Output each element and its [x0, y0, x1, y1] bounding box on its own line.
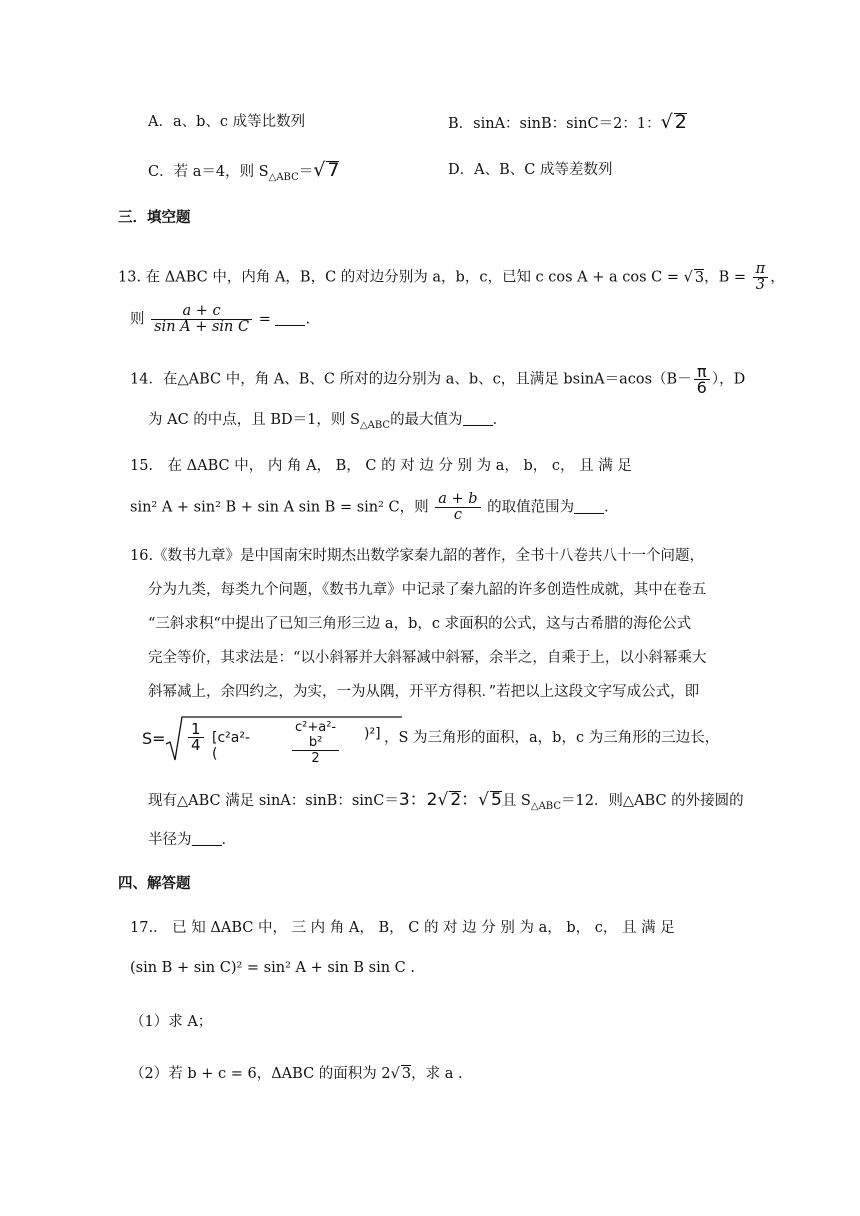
question-17-line-1: 17.． 已 知 ΔABC 中， 三 内 角 A， B， C 的 对 边 分 别 为 a， b， c， 且 满 足 [130, 920, 675, 936]
q15-fraction [435, 492, 480, 523]
sqrt-symbol: √ [313, 159, 326, 181]
question-14-line-1 [130, 364, 745, 395]
q13-then: 则 [130, 311, 150, 328]
q14-pi: π [694, 364, 710, 380]
q16-radicand-1: 2 [450, 790, 462, 810]
sqrt-symbol: √ [660, 111, 673, 133]
formula-quarter [188, 722, 204, 753]
question-16-line-2: 分为九类，每类九个问题，《数书九章》中记录了秦九韶的许多创造性成就，其中在卷五 [148, 582, 707, 598]
q13-fraction [151, 304, 252, 335]
q16-sub: △ABC [530, 801, 561, 812]
q13-fraction-pi-3 [753, 262, 769, 293]
question-17-part-2 [130, 1064, 463, 1084]
question-13-line-1 [118, 262, 785, 293]
q17-text: （2）若 b + c = 6，ΔABC 的面积为 2 [130, 1066, 391, 1082]
question-16-line-3: “三斜求积“中提出了已知三角形三边 a，b，c 求面积的公式，这与古希腊的海伦公式 [148, 616, 692, 632]
section-title-fill-blank: 三．填空题 [118, 209, 191, 226]
option-b [448, 112, 687, 134]
q14-text-c: 为 AC 的中点，且 BD＝1，则 S [148, 412, 360, 428]
q17-text-b: ，求 a . [411, 1066, 463, 1082]
q15-period: ． [604, 499, 619, 516]
q13-period: . [305, 311, 311, 328]
q13-equals: = [254, 311, 276, 328]
q14-sub: △ABC [359, 420, 391, 431]
question-15-line-1: 15． 在 ΔABC 中， 内 角 A， B， C 的 对 边 分 别 为 a， b， c， 且 满 足 [130, 458, 632, 474]
option-b-text: B．sinA：sinB：sinC＝2：1： [448, 116, 661, 132]
question-17-part-1: （1）求 A； [130, 1014, 213, 1030]
q16-text: 现有△ABC 满足 sinA：sinB：sinC＝ [148, 793, 399, 809]
q15-answer-blank[interactable] [574, 499, 604, 514]
q16-colon: ： [461, 790, 479, 810]
formula-s: S= [142, 729, 166, 748]
question-16-line-7 [148, 790, 744, 817]
q13-denominator: sin A + sin C [154, 319, 250, 335]
option-d: D．A、B、C 成等差数列 [448, 162, 613, 178]
option-c-sub: △ABC [268, 172, 299, 183]
formula-mid: [c²a²-( [212, 730, 251, 762]
q14-six: 6 [696, 378, 707, 397]
formula-four: 4 [191, 736, 201, 754]
q14-text-d: 的最大值为 [390, 412, 463, 428]
formula-inner-frac [292, 720, 339, 766]
option-b-radicand: 2 [674, 111, 687, 133]
question-16-line-4: 完全等价，其求法是：“以小斜幂并大斜幂减中斜幂，余半之，自乘于上，以小斜幂乘大 [148, 650, 707, 666]
sqrt-symbol: √ [390, 1066, 400, 1082]
q14-fraction-pi-6 [694, 364, 710, 395]
q15-text-b: 的取值范围为 [482, 499, 575, 516]
option-c-text: C．若 a＝4，则 S [148, 164, 269, 180]
q16-answer-blank[interactable] [192, 831, 222, 846]
question-16-line-5: 斜幂减上，余四约之，为实，一为从隅，开平方得积．”若把以上这段文字写成公式，即 [148, 684, 700, 700]
q16-text-d: 半径为 [148, 832, 192, 848]
formula-inner-num: c²+a²-b² [292, 720, 339, 751]
sqrt-symbol: √ [683, 269, 693, 286]
q14-answer-blank[interactable] [463, 411, 493, 426]
q13-pi: π [753, 262, 769, 278]
q13-text: 13. 在 ΔABC 中，内角 A，B，C 的对边分别为 a，b，c，已知 c cos A + a cos C = [118, 269, 684, 286]
question-15-line-2 [130, 492, 619, 523]
q13-answer-blank[interactable] [275, 311, 305, 326]
question-17-line-2: (sin B + sin C)² = sin² A + sin B sin C . [130, 960, 415, 976]
question-14-line-2 [148, 410, 507, 436]
q13-text-b: ，B = [704, 269, 751, 286]
q16-text-b: 且 S [501, 793, 531, 809]
sqrt-symbol: √ [478, 790, 489, 810]
sqrt-symbol: √ [437, 790, 449, 810]
q15-text: sin² A + sin² B + sin A sin B = sin² C，则 [130, 499, 434, 516]
formula-inner-den: 2 [311, 751, 320, 766]
q15-numerator: a + b [435, 492, 480, 508]
q13-three: 3 [755, 277, 766, 293]
option-c-radicand: 7 [327, 159, 340, 181]
q14-text-b: ），D [711, 371, 746, 388]
section-title-answer: 四、解答题 [118, 875, 191, 892]
formula-end: )²] [364, 726, 381, 742]
q15-denominator: c [453, 507, 462, 523]
formula-one: 1 [188, 722, 204, 738]
q16-ratio: 3：2 [398, 790, 438, 810]
question-16-line-1: 16.《数书九章》是中国南宋时期杰出数学家秦九韶的著作，全书十八卷共八十一个问题， [130, 548, 705, 564]
q16-text-c: ＝12．则△ABC 的外接圆的 [560, 793, 744, 809]
q14-text: 14．在△ABC 中，角 A、B、C 所对的边分别为 a、b、c，且满足 bsinA＝acos（B－ [130, 371, 692, 388]
q17-radicand: 3 [401, 1066, 412, 1082]
option-c-eq: ＝ [298, 164, 314, 180]
q13-comma: ， [770, 269, 785, 286]
option-c [148, 160, 339, 188]
q16-radicand-2: 5 [491, 790, 502, 810]
question-16-line-6: ，S 为三角形的面积，a，b，c 为三角形的三边长， [384, 730, 720, 746]
option-a: A．a、b、c 成等比数列 [148, 114, 306, 130]
q13-radicand: 3 [694, 269, 705, 286]
q14-period: ． [492, 412, 508, 428]
question-13-line-2 [130, 304, 310, 335]
q16-period: ． [221, 832, 236, 848]
question-16-line-8 [148, 830, 236, 850]
q13-numerator: a + c [151, 304, 252, 320]
